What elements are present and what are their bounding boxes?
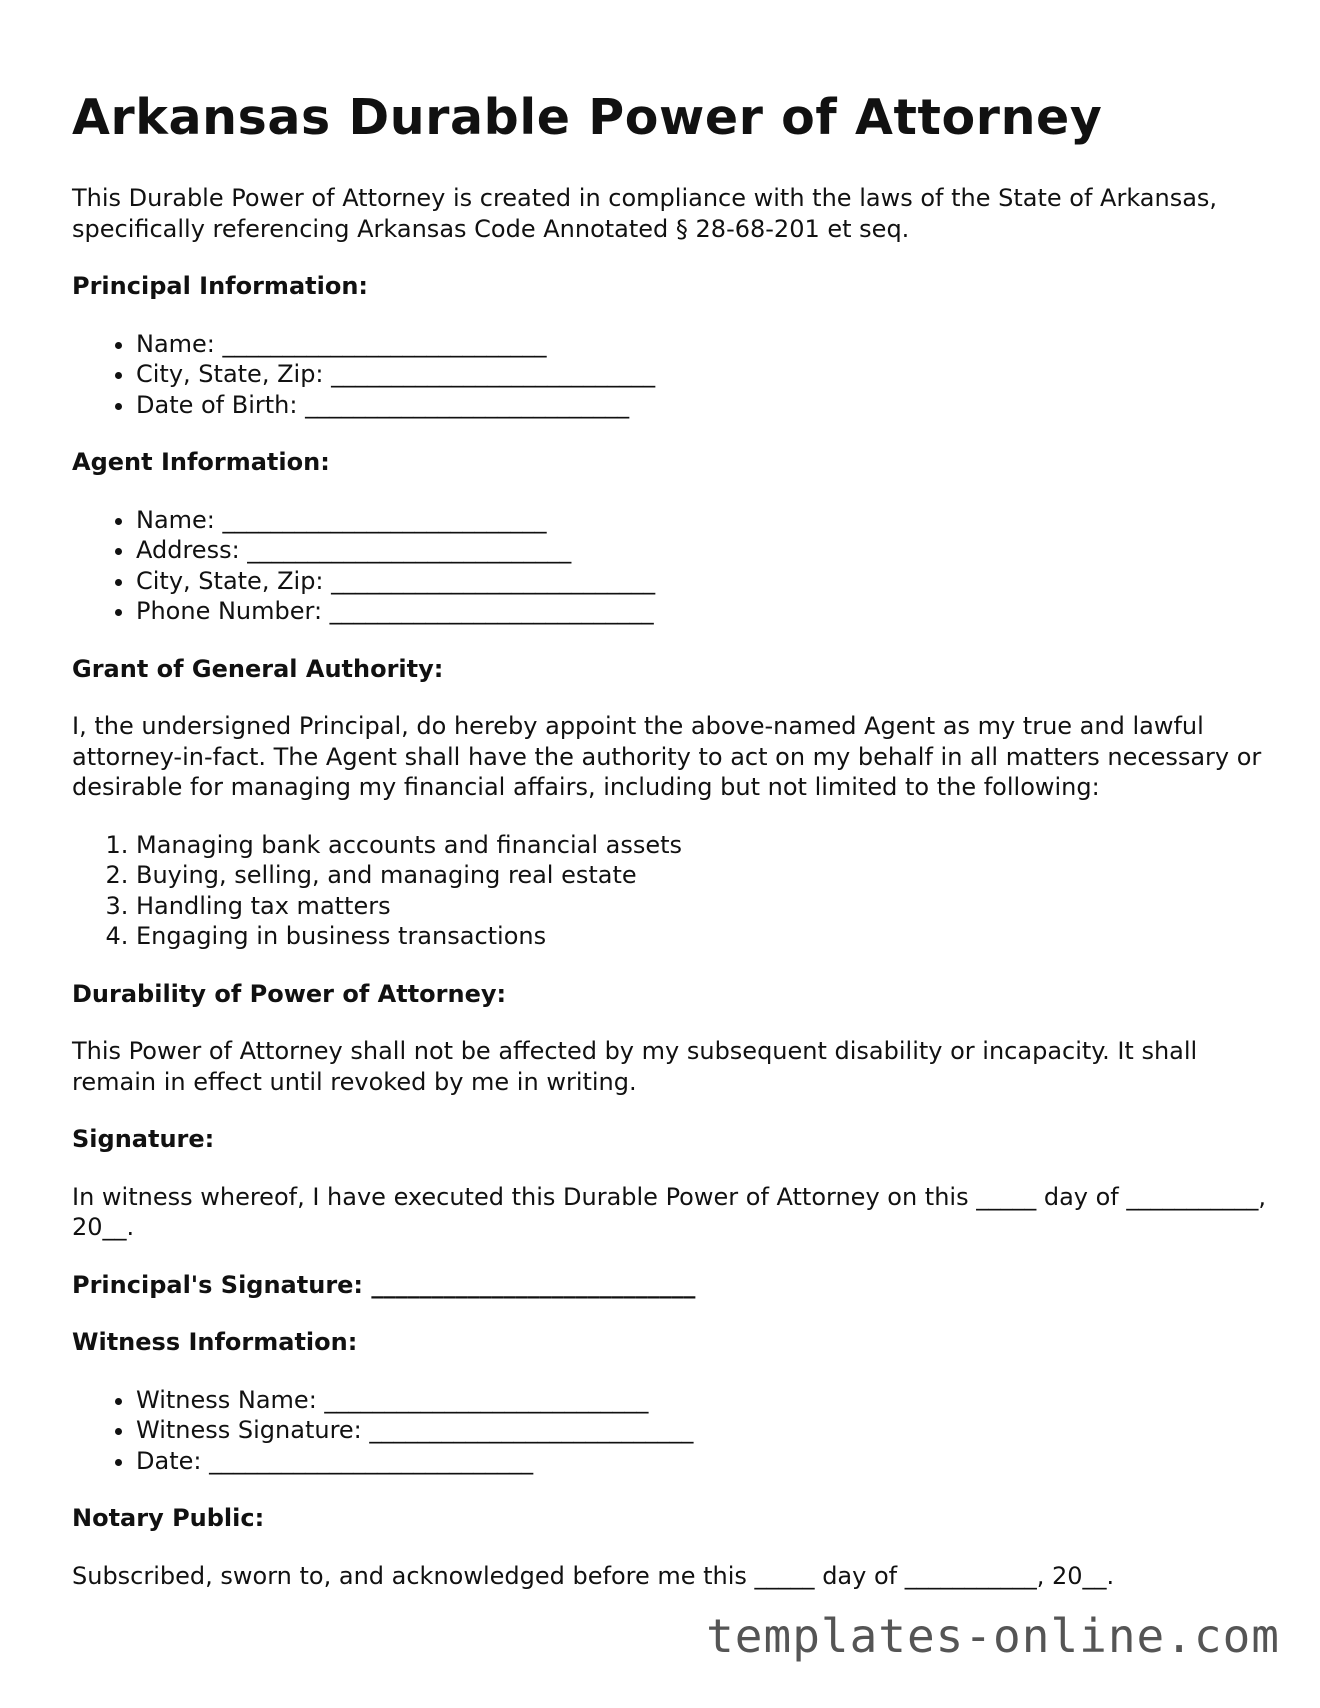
principal-city-state-zip-field: • City, State, Zip: ___________________________ <box>136 359 1272 390</box>
signature-paragraph: In witness whereof, I have executed this Durable Power of Attorney on this _____ day of ___________, 20__. <box>72 1182 1267 1241</box>
agent-fields-list <box>72 505 1272 627</box>
document-title: Arkansas Durable Power of Attorney <box>72 89 1103 146</box>
agent-city-state-zip-field: • City, State, Zip: ___________________________ <box>136 566 1272 597</box>
principal-signature-line: Principal's Signature: ___________________________ <box>72 1270 696 1299</box>
authority-powers-list <box>72 830 1272 952</box>
authority-power-item: 1. Managing bank accounts and financial assets <box>136 830 1272 861</box>
witness-fields-list <box>72 1385 1272 1477</box>
agent-phone-number-field: • Phone Number: ___________________________ <box>136 596 1272 627</box>
principal-name-field: • Name: ___________________________ <box>136 329 1272 360</box>
witness-signature-field: • Witness Signature: ___________________________ <box>136 1415 1272 1446</box>
authority-power-item: 4. Engaging in business transactions <box>136 921 1272 952</box>
witness-date-field: • Date: ___________________________ <box>136 1446 1272 1477</box>
intro-paragraph: This Durable Power of Attorney is created in compliance with the laws of the State of Arkansas, specifically referencing Arkansas Code Annotated § 28-68-201 et seq. <box>72 184 1218 243</box>
watermark: templates-online.com <box>706 1609 1280 1663</box>
agent-name-field: • Name: ___________________________ <box>136 505 1272 536</box>
agent-address-field: • Address: ___________________________ <box>136 535 1272 566</box>
witness-name-field: • Witness Name: ___________________________ <box>136 1385 1272 1416</box>
authority-power-item: 3. Handling tax matters <box>136 891 1272 922</box>
authority-paragraph: I, the undersigned Principal, do hereby appoint the above-named Agent as my true and lawful attorney-in-fact. The Agent shall have the authority to act on my behalf in all matters necessary or desirable for managing my financial affairs, including but not limited to the following: <box>72 712 1262 801</box>
principal-heading: Principal Information: <box>72 272 369 300</box>
signature-heading: Signature: <box>72 1125 215 1153</box>
authority-power-item: 2. Buying, selling, and managing real estate <box>136 860 1272 891</box>
agent-heading: Agent Information: <box>72 448 330 476</box>
durability-paragraph: This Power of Attorney shall not be affected by my subsequent disability or incapacity. It shall remain in effect until revoked by me in writing. <box>72 1037 1198 1096</box>
durability-heading: Durability of Power of Attorney: <box>72 979 507 1008</box>
witness-heading: Witness Information: <box>72 1328 358 1356</box>
notary-heading: Notary Public: <box>72 1504 265 1532</box>
document-page <box>72 86 1272 1618</box>
authority-heading: Grant of General Authority: <box>72 654 444 683</box>
principal-fields-list <box>72 329 1272 421</box>
principal-date-of-birth-field: • Date of Birth: ___________________________ <box>136 390 1272 421</box>
notary-paragraph: Subscribed, sworn to, and acknowledged before me this _____ day of ___________, 20__. <box>72 1561 1115 1590</box>
